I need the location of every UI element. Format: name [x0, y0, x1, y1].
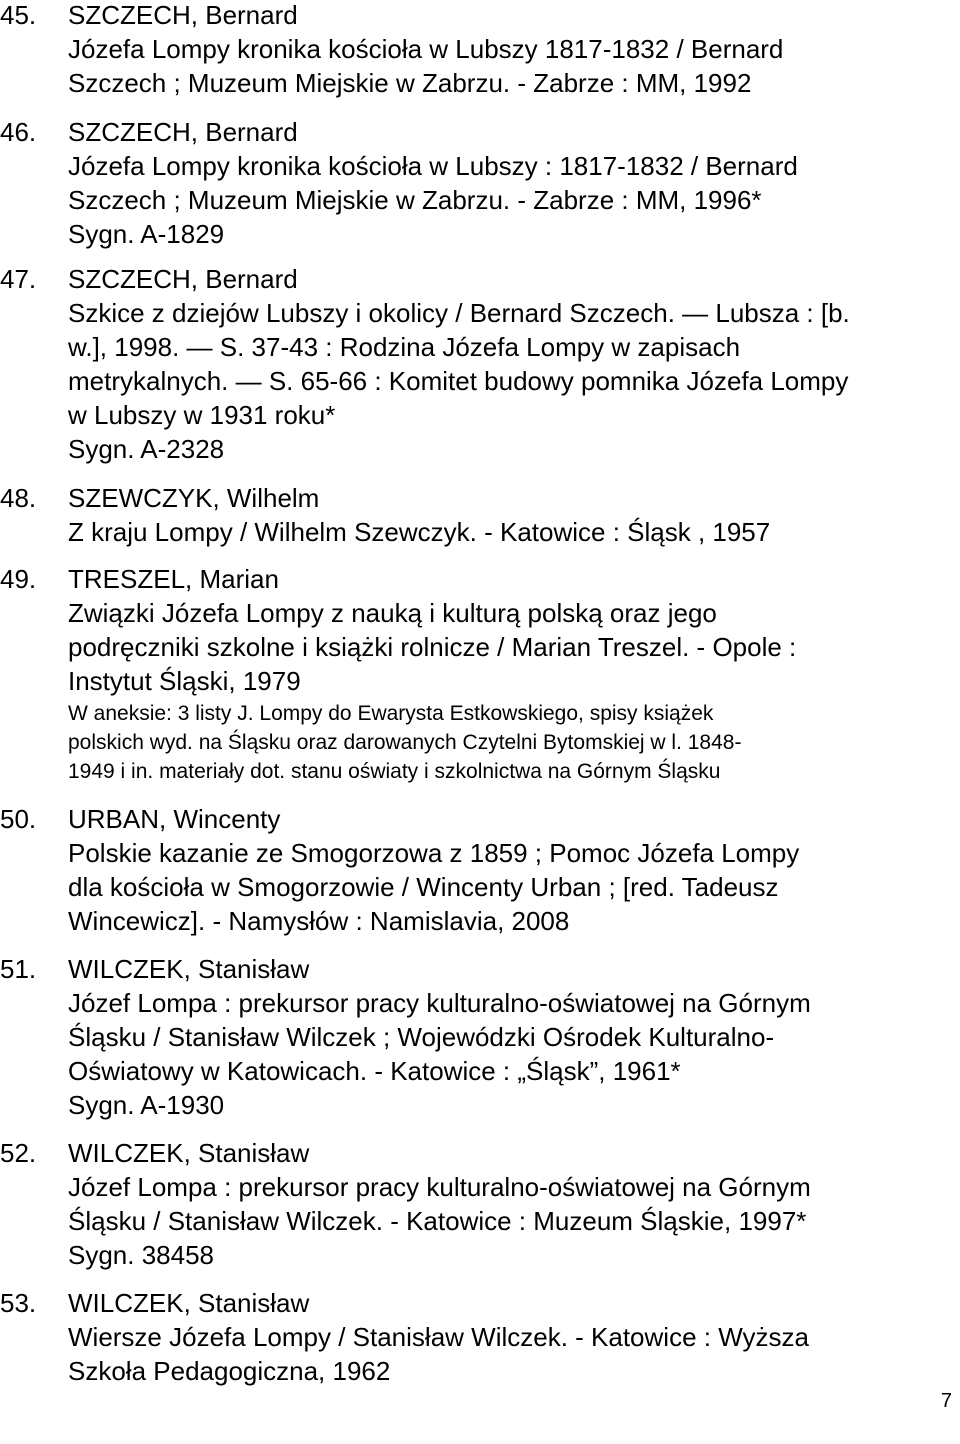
entry-number: 53. — [0, 1288, 37, 1318]
entry-body — [68, 262, 948, 466]
entry-body — [68, 1286, 948, 1388]
entry-line: Wincewicz]. - Namysłów : Namislavia, 2008 — [68, 906, 570, 936]
entry-line: Z kraju Lompy / Wilhelm Szewczyk. - Katowice : Śląsk , 1957 — [68, 517, 771, 547]
entry-author: SZCZECH, Bernard — [68, 264, 298, 294]
entry-number: 45. — [0, 0, 37, 30]
entry-author: SZCZECH, Bernard — [68, 117, 298, 147]
entry-shelfmark: Sygn. 38458 — [68, 1240, 215, 1270]
page-number: 7 — [940, 1390, 952, 1412]
entry-line: Józef Lompa : prekursor pracy kulturalno-oświatowej na Górnym — [68, 988, 811, 1018]
entry-body — [68, 481, 948, 549]
entry-line: w.], 1998. — S. 37-43 : Rodzina Józefa Lompy w zapisach — [68, 332, 741, 362]
entry-number: 49. — [0, 564, 37, 594]
entry-line: metrykalnych. — S. 65-66 : Komitet budowy pomnika Józefa Lompy — [68, 366, 849, 396]
entry-shelfmark: Sygn. A-1829 — [68, 219, 225, 249]
entry-line: Polskie kazanie ze Smogorzowa z 1859 ; Pomoc Józefa Lompy — [68, 838, 800, 868]
entry-author: WILCZEK, Stanisław — [68, 1138, 310, 1168]
entry-number: 47. — [0, 264, 37, 294]
entry-number: 51. — [0, 954, 37, 984]
entry-line: Szczech ; Muzeum Miejskie w Zabrzu. - Zabrze : MM, 1992 — [68, 68, 752, 98]
entry-author: TRESZEL, Marian — [68, 564, 279, 594]
entry-annex-note: W aneksie: 3 listy J. Lompy do Ewarysta Estkowskiego, spisy książek — [68, 702, 714, 725]
entry-body — [68, 0, 948, 100]
entry-shelfmark: Sygn. A-1930 — [68, 1090, 225, 1120]
entry-line: Szkice z dziejów Lubszy i okolicy / Bernard Szczech. — Lubsza : [b. — [68, 298, 850, 328]
entry-line: Oświatowy w Katowicach. - Katowice : „Śląsk”, 1961* — [68, 1056, 681, 1086]
entry-line: Szkoła Pedagogiczna, 1962 — [68, 1356, 391, 1386]
entry-number: 52. — [0, 1138, 37, 1168]
entry-number: 48. — [0, 483, 37, 513]
entry-line: Związki Józefa Lompy z nauką i kulturą polską oraz jego — [68, 598, 717, 628]
entry-body — [68, 1136, 948, 1272]
entry-annex-note: 1949 i in. materiały dot. stanu oświaty i szkolnictwa na Górnym Śląsku — [68, 760, 721, 783]
entry-body — [68, 562, 948, 786]
entry-line: w Lubszy w 1931 roku* — [68, 400, 336, 430]
entry-line: dla kościoła w Smogorzowie / Wincenty Urban ; [red. Tadeusz — [68, 872, 779, 902]
entry-author: WILCZEK, Stanisław — [68, 1288, 310, 1318]
entry-annex-note: polskich wyd. na Śląsku oraz darowanych Czytelni Bytomskiej w l. 1848- — [68, 731, 742, 754]
entry-author: SZCZECH, Bernard — [68, 0, 298, 30]
entry-number: 46. — [0, 117, 37, 147]
entry-shelfmark: Sygn. A-2328 — [68, 434, 225, 464]
entry-line: Śląsku / Stanisław Wilczek. - Katowice : Muzeum Śląskie, 1997* — [68, 1206, 807, 1236]
entry-body — [68, 115, 948, 251]
entry-author: WILCZEK, Stanisław — [68, 954, 310, 984]
entry-number: 50. — [0, 804, 37, 834]
entry-line: podręczniki szkolne i książki rolnicze / Marian Treszel. - Opole : — [68, 632, 797, 662]
entry-line: Instytut Śląski, 1979 — [68, 666, 301, 696]
entry-author: URBAN, Wincenty — [68, 804, 281, 834]
entry-line: Józef Lompa : prekursor pracy kulturalno-oświatowej na Górnym — [68, 1172, 811, 1202]
entry-line: Wiersze Józefa Lompy / Stanisław Wilczek. - Katowice : Wyższa — [68, 1322, 809, 1352]
entry-line: Józefa Lompy kronika kościoła w Lubszy 1817-1832 / Bernard — [68, 34, 784, 64]
entry-body — [68, 802, 948, 938]
entry-author: SZEWCZYK, Wilhelm — [68, 483, 320, 513]
entry-line: Szczech ; Muzeum Miejskie w Zabrzu. - Zabrze : MM, 1996* — [68, 185, 762, 215]
entry-body — [68, 952, 948, 1122]
entry-line: Józefa Lompy kronika kościoła w Lubszy : 1817-1832 / Bernard — [68, 151, 798, 181]
entry-line: Śląsku / Stanisław Wilczek ; Wojewódzki Ośrodek Kulturalno- — [68, 1022, 775, 1052]
